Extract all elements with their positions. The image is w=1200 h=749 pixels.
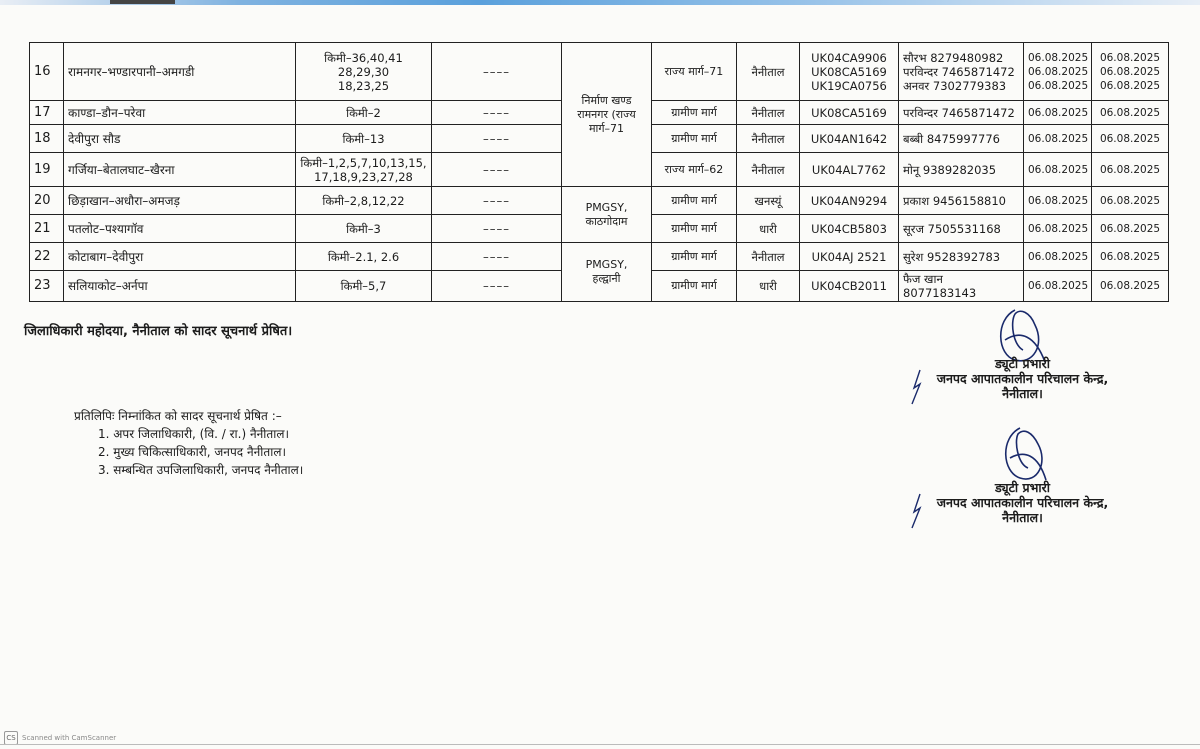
district-cell: नैनीताल [737,243,800,271]
vehicle-number-cell: UK04AJ 2521 [800,243,899,271]
serial-number-cell: 23 [30,271,64,302]
blank-dash-cell: –––– [432,43,562,101]
district-cell: धारी [737,215,800,243]
kilometre-cell: किमी–13 [296,125,432,153]
vehicle-number-cell: UK04CA9906 UK08CA5169 UK19CA0756 [800,43,899,101]
district-cell: धारी [737,271,800,302]
route-name-cell: पतलोट–पश्यागॉव [64,215,296,243]
district-cell: खनस्यूं [737,187,800,215]
contact-cell: सूरज 7505531168 [899,215,1024,243]
route-name-cell: सलियाकोट–अर्नपा [64,271,296,302]
blank-dash-cell: –––– [432,215,562,243]
contact-cell: मोनू 9389282035 [899,153,1024,187]
table-row [30,43,1169,101]
copy-heading: प्रतिलिपिः निम्नांकित को सादर सूचनार्थ प्रेषित :– [74,409,282,423]
signatory-office: जनपद आपातकालीन परिचालन केन्द्र, [936,371,1109,386]
serial-number-cell: 18 [30,125,64,153]
district-cell: नैनीताल [737,101,800,125]
vehicle-number-cell: UK08CA5169 [800,101,899,125]
copy-item: 2. मुख्य चिकित्साधिकारी, जनपद नैनीताल। [98,445,287,459]
agency-cell: PMGSY, काठगोदाम [562,187,652,243]
road-type-cell: ग्रामीण मार्ग [652,187,737,215]
scan-top-mark [110,0,175,4]
blank-dash-cell: –––– [432,243,562,271]
route-name-cell: देवीपुरा सौड [64,125,296,153]
serial-number-cell: 20 [30,187,64,215]
serial-number-cell: 19 [30,153,64,187]
date-cell: 06.08.2025 [1092,187,1169,215]
road-status-table [29,42,1169,302]
note-to-district-magistrate: जिलाधिकारी महोदया, नैनीताल को सादर सूचनार्थ प्रेषित। [24,324,293,339]
contact-cell: सौरभ 8279480982 परविन्दर 7465871472 अनवर 7302779383 [899,43,1024,101]
contact-cell: सुरेश 9528392783 [899,243,1024,271]
vehicle-number-cell: UK04AN9294 [800,187,899,215]
agency-cell: निर्माण खण्ड रामनगर (राज्य मार्ग–71 [562,43,652,187]
serial-number-cell: 22 [30,243,64,271]
copy-to-block [74,407,303,479]
road-type-cell: ग्रामीण मार्ग [652,125,737,153]
kilometre-cell: किमी–2,8,12,22 [296,187,432,215]
date-cell: 06.08.2025 [1092,101,1169,125]
blank-dash-cell: –––– [432,101,562,125]
road-type-cell: राज्य मार्ग–62 [652,153,737,187]
contact-cell: प्रकाश 9456158810 [899,187,1024,215]
date-cell: 06.08.2025 [1092,153,1169,187]
signatory-place: नैनीताल। [1002,510,1043,525]
signatory-title: ड्यूटी प्रभारी [995,356,1050,371]
contact-cell: बब्बी 8475997776 [899,125,1024,153]
serial-number-cell: 17 [30,101,64,125]
signatory-office: जनपद आपातकालीन परिचालन केन्द्र, [936,495,1109,510]
serial-number-cell: 21 [30,215,64,243]
road-type-cell: ग्रामीण मार्ग [652,215,737,243]
date-cell: 06.08.2025 [1024,125,1092,153]
signature-block [905,356,1140,401]
road-type-cell: ग्रामीण मार्ग [652,271,737,302]
contact-cell: परविन्दर 7465871472 [899,101,1024,125]
date-cell: 06.08.2025 06.08.2025 06.08.2025 [1092,43,1169,101]
date-cell: 06.08.2025 [1024,215,1092,243]
scanner-watermark [4,731,116,745]
date-cell: 06.08.2025 [1024,101,1092,125]
copy-item: 3. सम्बन्धित उपजिलाधिकारी, जनपद नैनीताल। [98,463,304,477]
date-cell: 06.08.2025 [1024,243,1092,271]
scanner-label: Scanned with CamScanner [22,734,117,742]
kilometre-cell: किमी–5,7 [296,271,432,302]
table-row [30,187,1169,215]
kilometre-cell: किमी–36,40,41 28,29,30 18,23,25 [296,43,432,101]
agency-cell: PMGSY, हल्द्वानी [562,243,652,302]
scan-top-edge [0,0,1200,5]
district-cell: नैनीताल [737,43,800,101]
copy-item: 1. अपर जिलाधिकारी, (वि. / रा.) नैनीताल। [98,427,290,441]
route-name-cell: कोटाबाग–देवीपुरा [64,243,296,271]
date-cell: 06.08.2025 [1024,187,1092,215]
kilometre-cell: किमी–2 [296,101,432,125]
route-name-cell: छिड़ाखान–अधौरा–अमजड़ [64,187,296,215]
vehicle-number-cell: UK04AL7762 [800,153,899,187]
table-row [30,243,1169,271]
signatory-place: नैनीताल। [1002,386,1043,401]
scan-bottom-edge [0,744,1200,745]
route-name-cell: काण्डा–डौन–परेवा [64,101,296,125]
vehicle-number-cell: UK04AN1642 [800,125,899,153]
date-cell: 06.08.2025 06.08.2025 06.08.2025 [1024,43,1092,101]
district-cell: नैनीताल [737,153,800,187]
route-name-cell: रामनगर–भण्डारपानी–अमगडी [64,43,296,101]
camscanner-logo-icon: CS [4,731,18,745]
district-cell: नैनीताल [737,125,800,153]
date-cell: 06.08.2025 [1024,271,1092,302]
date-cell: 06.08.2025 [1092,125,1169,153]
road-type-cell: ग्रामीण मार्ग [652,243,737,271]
signature-block [905,480,1140,525]
date-cell: 06.08.2025 [1092,271,1169,302]
route-name-cell: गर्जिया–बेतालघाट–खैरना [64,153,296,187]
date-cell: 06.08.2025 [1092,215,1169,243]
date-cell: 06.08.2025 [1092,243,1169,271]
kilometre-cell: किमी–2.1, 2.6 [296,243,432,271]
vehicle-number-cell: UK04CB5803 [800,215,899,243]
contact-cell: फैज खान 8077183143 [899,271,1024,302]
vehicle-number-cell: UK04CB2011 [800,271,899,302]
kilometre-cell: किमी–1,2,5,7,10,13,15, 17,18,9,23,27,28 [296,153,432,187]
blank-dash-cell: –––– [432,187,562,215]
kilometre-cell: किमी–3 [296,215,432,243]
date-cell: 06.08.2025 [1024,153,1092,187]
road-type-cell: ग्रामीण मार्ग [652,101,737,125]
blank-dash-cell: –––– [432,153,562,187]
road-type-cell: राज्य मार्ग–71 [652,43,737,101]
blank-dash-cell: –––– [432,125,562,153]
serial-number-cell: 16 [30,43,64,101]
signatory-title: ड्यूटी प्रभारी [995,480,1050,495]
blank-dash-cell: –––– [432,271,562,302]
